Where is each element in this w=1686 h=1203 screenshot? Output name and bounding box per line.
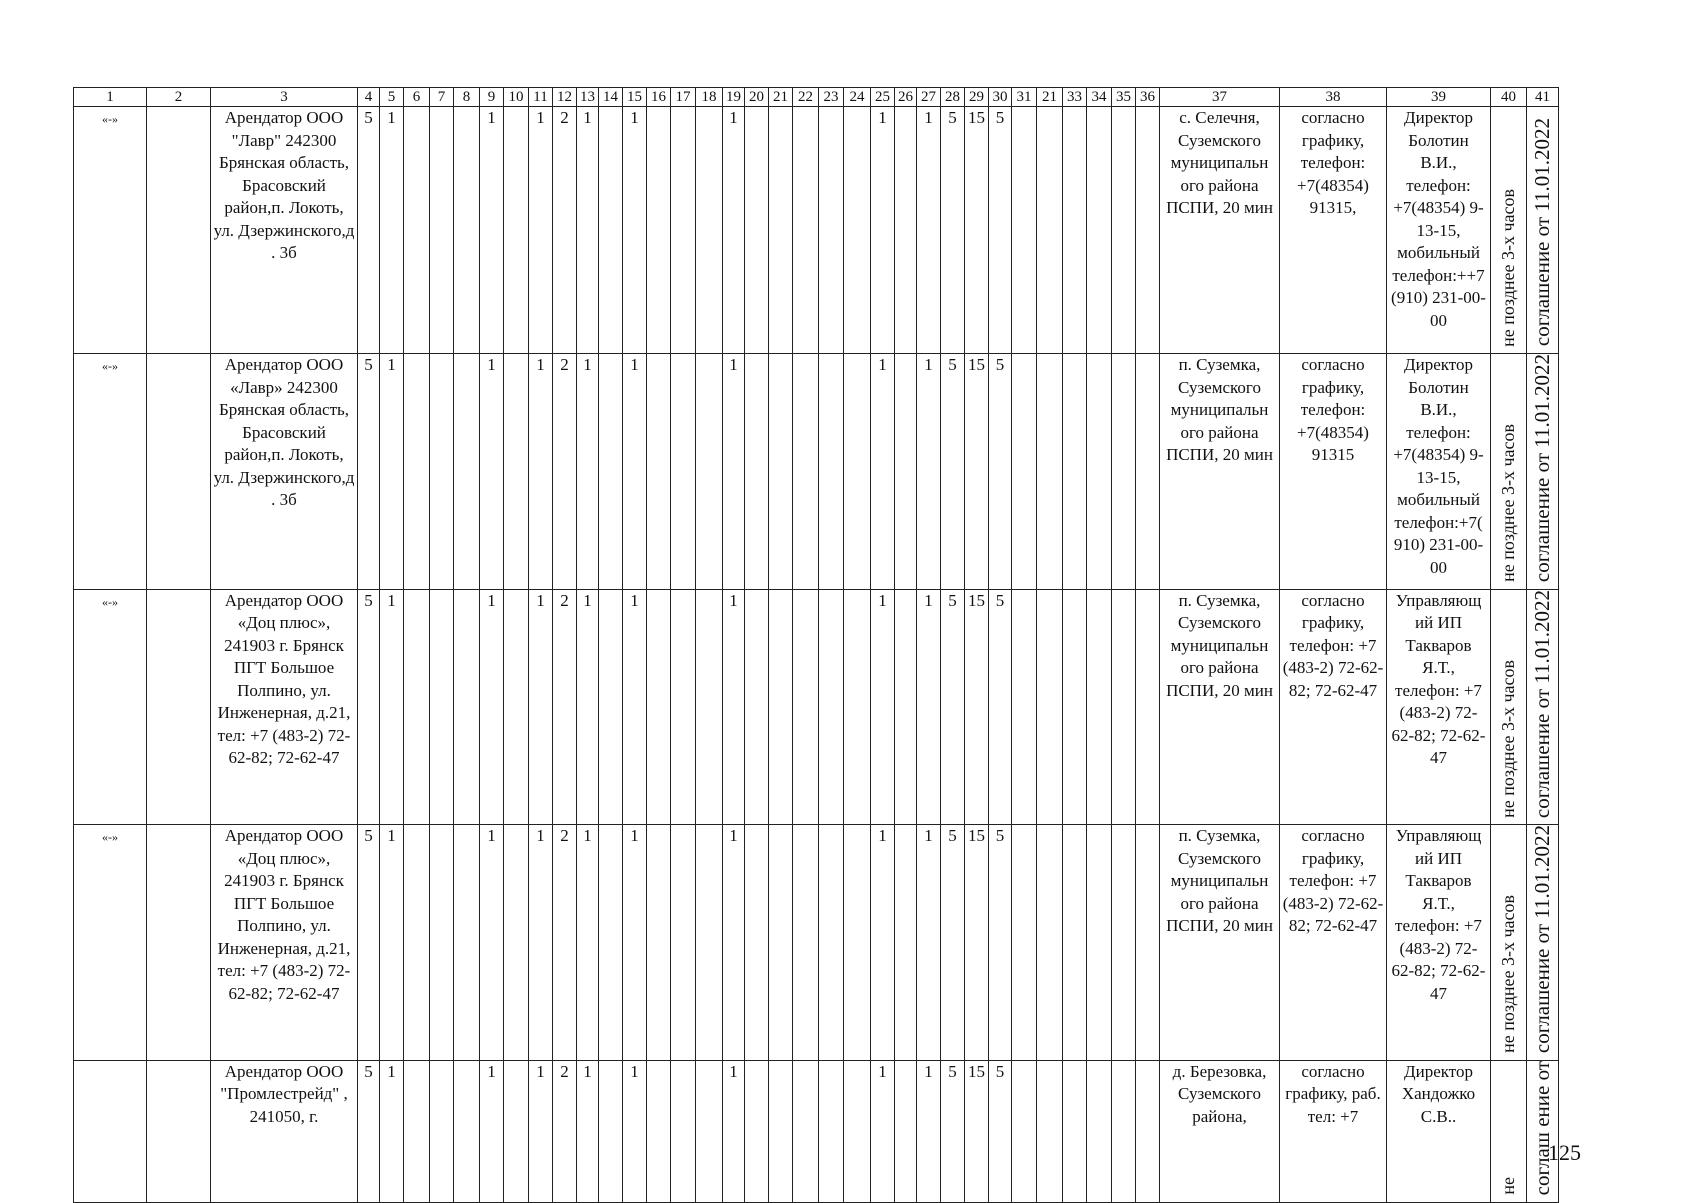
value-cell: 5 (941, 354, 965, 590)
value-cell: 1 (529, 589, 553, 825)
response-time (1491, 1060, 1527, 1202)
value-cell (1063, 354, 1087, 590)
value-cell: 2 (553, 107, 577, 354)
agreement (1527, 1060, 1559, 1202)
header-cell: 39 (1387, 88, 1491, 107)
value-cell: 1 (577, 354, 599, 590)
value-cell (1012, 1060, 1037, 1202)
header-cell: 36 (1136, 88, 1160, 107)
value-cell: 1 (577, 107, 599, 354)
header-cell: 37 (1160, 88, 1280, 107)
value-cell (769, 354, 793, 590)
value-cell (647, 589, 671, 825)
value-cell (430, 354, 454, 590)
location: п. Суземка, Суземского муниципальн ого района ПСПИ, 20 мин (1160, 354, 1280, 590)
value-cell: 1 (871, 589, 895, 825)
value-cell: 1 (917, 354, 941, 590)
value-cell (1136, 825, 1160, 1061)
value-cell (844, 589, 871, 825)
value-cell (769, 825, 793, 1061)
value-cell (793, 589, 819, 825)
value-cell (793, 1060, 819, 1202)
value-cell: 15 (965, 1060, 989, 1202)
value-cell: 5 (989, 1060, 1012, 1202)
value-cell (454, 107, 480, 354)
value-cell (1037, 825, 1063, 1061)
value-cell (1087, 589, 1112, 825)
value-cell (404, 825, 430, 1061)
value-cell (1063, 589, 1087, 825)
value-cell: 1 (623, 589, 647, 825)
value-cell: 1 (529, 107, 553, 354)
value-cell (819, 1060, 844, 1202)
header-cell: 16 (647, 88, 671, 107)
header-cell: 13 (577, 88, 599, 107)
value-cell: 5 (358, 107, 380, 354)
value-cell (844, 825, 871, 1061)
header-cell: 28 (941, 88, 965, 107)
empty-cell (147, 107, 211, 354)
header-cell: 41 (1527, 88, 1559, 107)
value-cell (1063, 1060, 1087, 1202)
tenant-address: Арендатор ООО «Доц плюс», 241903 г. Брянск ПГТ Большое Полпино, ул. Инженерная, д.21, тел: +7 (483-2) 72-62-82; 72-62-47 (211, 825, 358, 1061)
value-cell (647, 107, 671, 354)
value-cell: 5 (941, 825, 965, 1061)
value-cell (696, 589, 723, 825)
value-cell (793, 107, 819, 354)
schedule: согласно графику, телефон: +7(48354) 91315, (1280, 107, 1387, 354)
value-cell (1112, 354, 1136, 590)
director-contact: Управляющ ий ИП Такваров Я.Т., телефон: +7 (483-2) 72-62-82; 72-62-47 (1387, 589, 1491, 825)
value-cell (1136, 107, 1160, 354)
value-cell: 15 (965, 354, 989, 590)
value-cell: 1 (380, 107, 404, 354)
value-cell (745, 107, 769, 354)
value-cell: 1 (480, 354, 504, 590)
header-cell: 15 (623, 88, 647, 107)
empty-cell (147, 1060, 211, 1202)
value-cell: 1 (917, 589, 941, 825)
value-cell (1112, 825, 1136, 1061)
value-cell (671, 589, 696, 825)
value-cell (1112, 107, 1136, 354)
value-cell (1063, 107, 1087, 354)
agreement (1527, 354, 1559, 590)
value-cell (1037, 354, 1063, 590)
value-cell (430, 589, 454, 825)
value-cell: 1 (723, 107, 745, 354)
value-cell (404, 354, 430, 590)
response-time-text: не позднее 3-х часов (1498, 188, 1519, 347)
value-cell (504, 589, 529, 825)
header-cell: 21 (1037, 88, 1063, 107)
value-cell (1037, 1060, 1063, 1202)
response-time (1491, 825, 1527, 1061)
value-cell: 1 (577, 589, 599, 825)
response-time-text: не позднее 3-х часов (1498, 895, 1519, 1054)
value-cell (844, 354, 871, 590)
value-cell (1087, 354, 1112, 590)
tenant-address: Арендатор ООО "Промлестрейд" , 241050, г. (211, 1060, 358, 1202)
value-cell (1087, 825, 1112, 1061)
value-cell: 5 (358, 1060, 380, 1202)
value-cell (1112, 1060, 1136, 1202)
header-cell: 19 (723, 88, 745, 107)
value-cell (1012, 825, 1037, 1061)
value-cell (844, 1060, 871, 1202)
value-cell (671, 825, 696, 1061)
header-cell: 26 (895, 88, 917, 107)
value-cell (430, 107, 454, 354)
header-cell: 30 (989, 88, 1012, 107)
value-cell: 1 (380, 589, 404, 825)
value-cell: 5 (989, 107, 1012, 354)
value-cell (819, 354, 844, 590)
agreement-text: соглашение от 11.01.2022 (1530, 354, 1555, 583)
value-cell (696, 1060, 723, 1202)
row-marker: «-» (74, 825, 147, 1061)
value-cell (671, 354, 696, 590)
data-table (73, 87, 1559, 1203)
value-cell (1087, 107, 1112, 354)
value-cell (1136, 1060, 1160, 1202)
director-contact: Директор Хандожко С.В.. (1387, 1060, 1491, 1202)
header-cell: 29 (965, 88, 989, 107)
schedule: согласно графику, телефон: +7(48354) 91315 (1280, 354, 1387, 590)
header-row (74, 88, 1559, 107)
header-cell: 9 (480, 88, 504, 107)
row-marker: «-» (74, 107, 147, 354)
header-cell: 14 (599, 88, 623, 107)
value-cell: 15 (965, 589, 989, 825)
value-cell: 1 (380, 825, 404, 1061)
header-cell: 22 (793, 88, 819, 107)
value-cell: 1 (529, 1060, 553, 1202)
value-cell (696, 107, 723, 354)
value-cell: 1 (480, 825, 504, 1061)
value-cell (793, 354, 819, 590)
header-cell: 35 (1112, 88, 1136, 107)
header-cell: 17 (671, 88, 696, 107)
value-cell: 1 (577, 825, 599, 1061)
agreement-text: соглашение от 11.01.2022 (1530, 589, 1555, 818)
value-cell (599, 107, 623, 354)
response-time-text: не позднее 3-х часов (1498, 659, 1519, 818)
director-contact: Управляющ ий ИП Такваров Я.Т., телефон: +7 (483-2) 72-62-82; 72-62-47 (1387, 825, 1491, 1061)
value-cell (1012, 589, 1037, 825)
empty-cell (147, 589, 211, 825)
value-cell: 2 (553, 354, 577, 590)
table-row (74, 354, 1559, 590)
empty-cell (147, 354, 211, 590)
value-cell (1112, 589, 1136, 825)
value-cell (647, 1060, 671, 1202)
value-cell (671, 107, 696, 354)
value-cell: 2 (553, 1060, 577, 1202)
row-marker: «-» (74, 589, 147, 825)
value-cell: 2 (553, 825, 577, 1061)
header-cell: 5 (380, 88, 404, 107)
table-row (74, 825, 1559, 1061)
header-cell: 20 (745, 88, 769, 107)
value-cell (895, 825, 917, 1061)
value-cell: 1 (871, 354, 895, 590)
header-cell: 2 (147, 88, 211, 107)
value-cell: 1 (723, 354, 745, 590)
agreement-text: соглаш ение от (1530, 1060, 1555, 1196)
value-cell: 1 (623, 107, 647, 354)
value-cell: 1 (623, 1060, 647, 1202)
value-cell: 1 (917, 1060, 941, 1202)
empty-cell (147, 825, 211, 1061)
value-cell: 1 (380, 354, 404, 590)
header-cell: 25 (871, 88, 895, 107)
agreement (1527, 107, 1559, 354)
value-cell: 5 (941, 1060, 965, 1202)
header-cell: 38 (1280, 88, 1387, 107)
header-cell: 3 (211, 88, 358, 107)
value-cell: 1 (871, 107, 895, 354)
value-cell: 5 (358, 589, 380, 825)
header-cell: 27 (917, 88, 941, 107)
value-cell (696, 354, 723, 590)
value-cell (599, 589, 623, 825)
value-cell: 5 (989, 825, 1012, 1061)
row-marker (74, 1060, 147, 1202)
row-marker: «-» (74, 354, 147, 590)
value-cell (769, 589, 793, 825)
value-cell: 1 (529, 354, 553, 590)
value-cell: 1 (917, 825, 941, 1061)
value-cell: 1 (723, 825, 745, 1061)
header-cell: 1 (74, 88, 147, 107)
location: с. Селечня, Суземского муниципальн ого района ПСПИ, 20 мин (1160, 107, 1280, 354)
value-cell (504, 354, 529, 590)
header-cell: 18 (696, 88, 723, 107)
value-cell (895, 1060, 917, 1202)
value-cell (430, 825, 454, 1061)
table-row (74, 1060, 1559, 1202)
agreement (1527, 589, 1559, 825)
header-cell: 33 (1063, 88, 1087, 107)
value-cell: 15 (965, 107, 989, 354)
location: д. Березовка, Суземского района, (1160, 1060, 1280, 1202)
value-cell (1012, 354, 1037, 590)
value-cell (1063, 825, 1087, 1061)
value-cell (1087, 1060, 1112, 1202)
value-cell: 1 (723, 589, 745, 825)
table-row (74, 589, 1559, 825)
location: п. Суземка, Суземского муниципальн ого района ПСПИ, 20 мин (1160, 589, 1280, 825)
value-cell: 1 (480, 589, 504, 825)
value-cell (404, 107, 430, 354)
value-cell: 5 (989, 354, 1012, 590)
header-cell: 7 (430, 88, 454, 107)
tenant-address: Арендатор ООО «Лавр» 242300 Брянская область, Брасовский район,п. Локоть, ул. Дзержинского,д . 3б (211, 354, 358, 590)
value-cell (599, 1060, 623, 1202)
director-contact: Директор Болотин В.И., телефон: +7(48354) 9-13-15, мобильный телефон:+7( 910) 231-00-00 (1387, 354, 1491, 590)
value-cell (504, 825, 529, 1061)
agreement-text: соглашение от 11.01.2022 (1530, 825, 1555, 1054)
header-cell: 11 (529, 88, 553, 107)
value-cell (696, 825, 723, 1061)
value-cell: 1 (917, 107, 941, 354)
value-cell: 1 (623, 825, 647, 1061)
value-cell: 1 (871, 825, 895, 1061)
value-cell (454, 354, 480, 590)
value-cell (1136, 354, 1160, 590)
value-cell (430, 1060, 454, 1202)
value-cell: 1 (480, 107, 504, 354)
agreement (1527, 825, 1559, 1061)
header-cell: 12 (553, 88, 577, 107)
value-cell: 1 (577, 1060, 599, 1202)
value-cell (454, 589, 480, 825)
tenant-address: Арендатор ООО "Лавр" 242300 Брянская область, Брасовский район,п. Локоть, ул. Дзержинского,д . 3б (211, 107, 358, 354)
location: п. Суземка, Суземского муниципальн ого района ПСПИ, 20 мин (1160, 825, 1280, 1061)
header-cell: 21 (769, 88, 793, 107)
header-cell: 24 (844, 88, 871, 107)
value-cell: 1 (723, 1060, 745, 1202)
value-cell (647, 825, 671, 1061)
value-cell (895, 354, 917, 590)
value-cell: 5 (941, 107, 965, 354)
page-number: 125 (1548, 1140, 1581, 1165)
value-cell: 1 (529, 825, 553, 1061)
value-cell (745, 589, 769, 825)
value-cell (599, 354, 623, 590)
value-cell (745, 354, 769, 590)
value-cell: 5 (358, 825, 380, 1061)
header-cell: 8 (454, 88, 480, 107)
value-cell: 2 (553, 589, 577, 825)
schedule: согласно графику, раб. тел: +7 (1280, 1060, 1387, 1202)
value-cell (769, 107, 793, 354)
value-cell (647, 354, 671, 590)
value-cell (844, 107, 871, 354)
value-cell: 1 (380, 1060, 404, 1202)
value-cell (819, 825, 844, 1061)
value-cell (745, 1060, 769, 1202)
value-cell (404, 1060, 430, 1202)
response-time-text: не (1498, 1177, 1519, 1196)
value-cell: 1 (623, 354, 647, 590)
schedule: согласно графику, телефон: +7 (483-2) 72-62-82; 72-62-47 (1280, 825, 1387, 1061)
value-cell (599, 825, 623, 1061)
value-cell (745, 825, 769, 1061)
value-cell: 1 (480, 1060, 504, 1202)
value-cell (819, 107, 844, 354)
value-cell (895, 589, 917, 825)
value-cell (504, 107, 529, 354)
header-cell: 40 (1491, 88, 1527, 107)
header-cell: 31 (1012, 88, 1037, 107)
table-row (74, 107, 1559, 354)
value-cell (1136, 589, 1160, 825)
value-cell (895, 107, 917, 354)
value-cell (454, 1060, 480, 1202)
value-cell (404, 589, 430, 825)
header-cell: 34 (1087, 88, 1112, 107)
value-cell: 5 (941, 589, 965, 825)
tenant-address: Арендатор ООО «Доц плюс», 241903 г. Брянск ПГТ Большое Полпино, ул. Инженерная, д.21, тел: +7 (483-2) 72-62-82; 72-62-47 (211, 589, 358, 825)
value-cell (454, 825, 480, 1061)
response-time (1491, 354, 1527, 590)
value-cell: 1 (871, 1060, 895, 1202)
value-cell: 5 (989, 589, 1012, 825)
value-cell (793, 825, 819, 1061)
value-cell (819, 589, 844, 825)
value-cell (769, 1060, 793, 1202)
value-cell (1037, 589, 1063, 825)
agreement-text: соглашение от 11.01.2022 (1530, 118, 1555, 347)
header-cell: 4 (358, 88, 380, 107)
schedule: согласно графику, телефон: +7 (483-2) 72-62-82; 72-62-47 (1280, 589, 1387, 825)
director-contact: Директор Болотин В.И., телефон: +7(48354) 9-13-15, мобильный телефон:++7 (910) 231-00-00 (1387, 107, 1491, 354)
value-cell (504, 1060, 529, 1202)
value-cell (671, 1060, 696, 1202)
value-cell: 15 (965, 825, 989, 1061)
value-cell (1037, 107, 1063, 354)
response-time-text: не позднее 3-х часов (1498, 424, 1519, 583)
header-cell: 6 (404, 88, 430, 107)
header-cell: 10 (504, 88, 529, 107)
response-time (1491, 107, 1527, 354)
response-time (1491, 589, 1527, 825)
header-cell: 23 (819, 88, 844, 107)
value-cell: 5 (358, 354, 380, 590)
value-cell (1012, 107, 1037, 354)
